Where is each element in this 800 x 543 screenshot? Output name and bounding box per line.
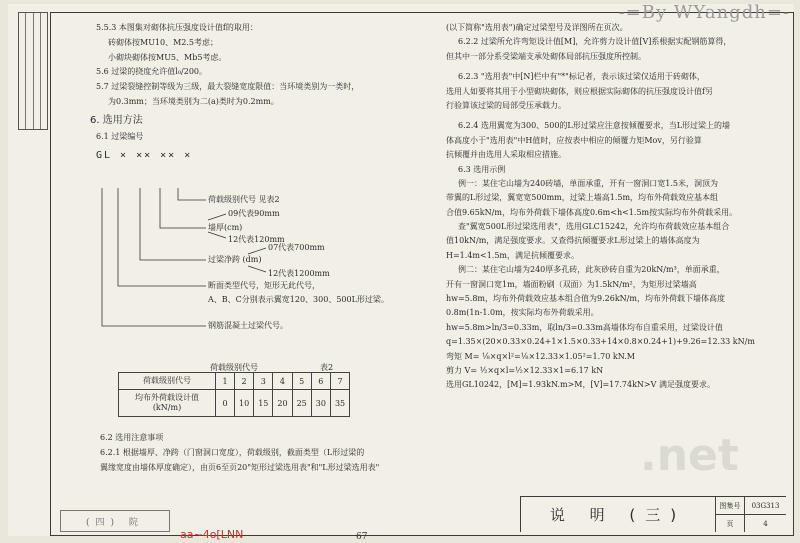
code-label: 07代表700mm <box>268 243 325 252</box>
revision-cell <box>19 13 26 129</box>
paragraph: 6.2.1 根据墙厚、净跨（门窗洞口宽度），荷载级别，截面类型（L形过梁的 <box>100 447 365 457</box>
revision-cell <box>34 13 41 129</box>
site-watermark: .net <box>640 430 739 481</box>
scanner-watermark: -=By WYangdh=- <box>618 2 790 23</box>
paragraph: 为0.3mm；当环境类别为二(a)类时为0.2mm。 <box>108 96 279 106</box>
paragraph: 行验算该过梁的局部受压承载力。 <box>446 100 566 110</box>
table-header-cell: 荷载级别代号 <box>119 373 216 390</box>
example-paragraph: 带翼的L形过梁，翼宽宽500mm，过梁上墙高1.5m，均布外荷载效应基本组 <box>446 193 719 203</box>
left-column <box>90 22 436 164</box>
formula-line: 选用GL10242，[M]=1.93kN.m>M，[V]=17.74kN>V 满足强度要求。 <box>446 380 715 390</box>
formula-line: q=1.35×(20×0.33×0.24+1×1.5×0.33+14×0.8×0.24+1)+9.26=12.33 kN/m <box>446 337 755 347</box>
code-label: 断面类型代号，矩形无此代号， <box>208 281 320 290</box>
table-cell: 15 <box>254 390 273 417</box>
paragraph: 5.5.3 本图集对砌体抗压强度设计值f的取用： <box>96 23 258 32</box>
field-label: 图集号 <box>716 497 745 514</box>
table-cell: 7 <box>330 373 349 390</box>
code-breakdown-diagram <box>96 188 389 338</box>
sheet-title: 说 明 (三) <box>521 497 716 532</box>
section-heading: 6. 选用方法 <box>90 114 143 126</box>
example-paragraph: 例一：某住宅山墙为240砖墙，单面承重，开有一窗洞口宽1.5米，洞顶为 <box>458 178 718 188</box>
paragraph: 选用人如要将其用于小型砌块砌体，则应根据实际砌体的抗压强度设计值f另 <box>446 86 713 96</box>
field-label: 页 <box>716 515 745 532</box>
corner-stamp: (四) 院 <box>60 510 170 532</box>
code-label: 过梁净跨 (dm) <box>208 255 262 264</box>
formula-line: 弯矩 M= ⅛×q×l²=⅛×12.33×1.05²=1.70 kN.M <box>446 351 635 361</box>
paragraph: 翼缘宽度由墙体厚度确定），由页6至页20"矩形过梁选用表"和"L形过梁选用表" <box>100 462 380 472</box>
paragraph: 5.7 过梁裂缝控制等级为三级，最大裂缝宽度限值：当环境类别为一类时， <box>96 82 360 92</box>
table-cell: 2 <box>235 373 254 390</box>
example-paragraph: 值10kN/m，满足强度要求。又查得抗倾覆要求L形过梁上的墙体高度为 <box>446 236 700 246</box>
table-row <box>119 390 350 417</box>
sheet-page: 4 <box>763 519 768 528</box>
example-paragraph: 查"翼宽500L形过梁选用表"，选用GLC15242，允许均布荷载效应基本组合 <box>458 222 730 232</box>
subsection-heading: 6.3 选用示例 <box>458 164 506 174</box>
revision-cell <box>41 13 47 129</box>
code-label: 12代表1200mm <box>268 269 330 278</box>
table-header-cell: 均布外荷载设计值 (kN/m) <box>119 390 216 417</box>
paragraph: 砖砌体按MU10、M2.5考虑； <box>108 37 219 47</box>
load-level-table <box>118 372 350 417</box>
example-paragraph: 开有一窗洞口宽1m，墙面粉刷（双面）为1.5kN/m²，为矩形过梁墙高 <box>446 279 697 289</box>
table-cell: 10 <box>235 390 254 417</box>
table-number: 表2 <box>320 363 334 372</box>
page-row <box>716 515 786 532</box>
right-column <box>446 22 776 394</box>
paragraph: 抗倾覆并由选用人采取相应措施。 <box>446 150 566 160</box>
example-paragraph: 合值9.65kN/m，均布外荷载下墙体高度0.6m<h<1.5m按实际均布外荷载采用。 <box>446 207 738 217</box>
table-cell: 3 <box>254 373 273 390</box>
paragraph: 体高度小于"选用表"中H值时，应按表中相应的倾覆力矩Mov，另行验算 <box>446 135 702 145</box>
revision-cell <box>26 13 33 129</box>
atlas-number: 03G313 <box>751 501 780 510</box>
table-cell: 4 <box>273 373 292 390</box>
example-paragraph: 0.8m(1n-1.0m，按实际均布外荷载采用。 <box>446 308 599 318</box>
title-block-meta <box>716 497 786 532</box>
paragraph: 6.2.4 选用翼宽为300、500的L形过梁应注意按倾覆要求，当L形过梁上的墙 <box>458 121 731 131</box>
paragraph: 5.6 过梁的挠度允许值l₀/200。 <box>96 67 207 77</box>
table-title: 荷载级别代号 <box>210 363 258 372</box>
red-handwritten-mark: aa~4o[LNN <box>180 528 244 541</box>
code-label: 12代表120mm <box>228 235 285 244</box>
atlas-number-row <box>716 497 786 515</box>
selection-notes <box>100 432 440 476</box>
beam-code-pattern: GL × ×× ×× × <box>96 149 193 161</box>
paragraph: 6.2.3 "选用表"中[N]栏中有"*"标记者，表示该过梁仅适用于砖砌体， <box>458 72 705 82</box>
example-paragraph: hw=5.8m，均布外荷载效应基本组合值为9.26kN/m，均布外荷载下墙体高度 <box>446 294 725 304</box>
example-paragraph: 例二：某住宅山墙为240厚多孔砖，此灰砂砖自重为20kN/m³，单面承重， <box>458 265 725 275</box>
code-label: 墙厚(cm) <box>208 223 243 232</box>
table-cell: 6 <box>311 373 330 390</box>
revision-strip <box>18 12 48 130</box>
table-cell: 0 <box>216 390 235 417</box>
paragraph: 但其中一部分系受梁端支承处砌体局部抗压强度所控制。 <box>446 51 646 61</box>
formula-line: hw=5.8m>ln/3=0.33m，取ln/3=0.33m高墙体均布自重采用，过梁设计值 <box>446 322 723 332</box>
code-label: 荷载级别代号 见表2 <box>208 195 280 204</box>
table-cell: 25 <box>292 390 311 417</box>
table-cell: 5 <box>292 373 311 390</box>
book-page-number: 67 <box>356 532 368 542</box>
paragraph: (以下简称"选用表")确定过梁型号及详图所在页次。 <box>446 23 628 32</box>
table-cell: 20 <box>273 390 292 417</box>
table-row <box>119 373 350 390</box>
table-cell: 1 <box>216 373 235 390</box>
formula-line: 剪力 V= ½×q×l=½×12.33×1=6.17 kN <box>446 365 604 375</box>
title-block <box>520 496 786 532</box>
code-label: A、B、C分别表示翼宽120、300、500L形过梁。 <box>208 295 389 304</box>
code-label: 09代表90mm <box>228 209 280 218</box>
paragraph: 小砌块砌体按MU5、Mb5考虑。 <box>108 52 227 62</box>
subsection-heading: 6.1 过梁编号 <box>96 131 144 141</box>
table-cell: 35 <box>330 390 349 417</box>
code-label: 钢筋混凝土过梁代号。 <box>208 321 288 330</box>
paragraph: 6.2.2 过梁所允许弯矩设计值[M]，允许剪力设计值[V]系根据实配钢筋算得， <box>458 37 732 47</box>
subsection-heading: 6.2 选用注意事项 <box>100 433 164 442</box>
example-paragraph: H=1.4m<1.5m，满足抗倾覆要求。 <box>446 250 579 260</box>
table-cell: 30 <box>311 390 330 417</box>
